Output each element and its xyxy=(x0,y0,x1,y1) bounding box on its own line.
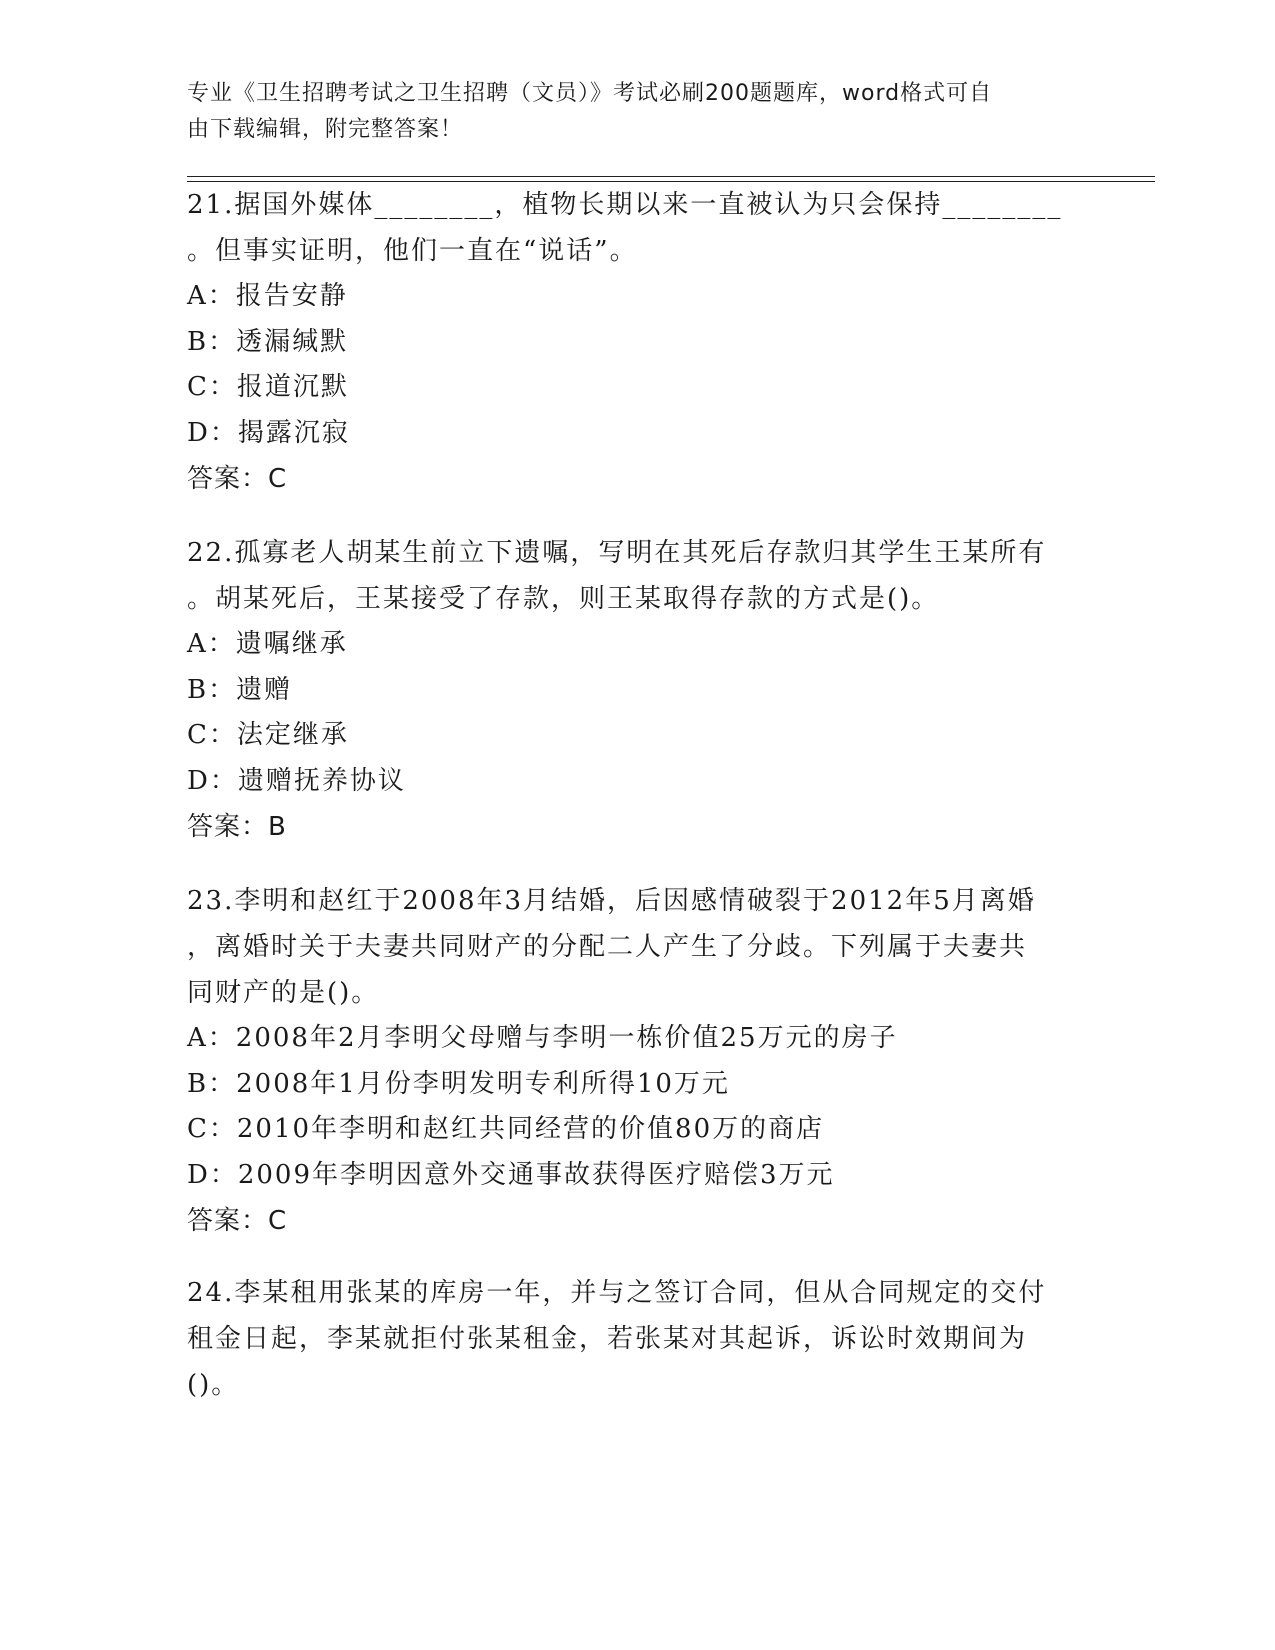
option-b: B：透漏缄默 xyxy=(187,326,349,357)
question-line: 租金日起，李某就拒付张某租金，若张某对其起诉，诉讼时效期间为 xyxy=(187,1324,1028,1354)
answer-label: 答案：B xyxy=(187,812,287,842)
question-22 xyxy=(187,530,1087,850)
option-d: D：揭露沉寂 xyxy=(187,417,350,448)
option-a: A：2008年2月李明父母赠与李明一栋价值25万元的房子 xyxy=(187,1023,898,1053)
question-23 xyxy=(187,878,1087,1244)
option-c: C：报道沉默 xyxy=(187,372,349,402)
answer-label: 答案：C xyxy=(187,464,288,494)
question-21 xyxy=(187,182,1087,502)
question-line: 。胡某死后，王某接受了存款，则王某取得存款的方式是()。 xyxy=(187,584,940,614)
header-line-2: 由下载编辑，附完整答案！ xyxy=(187,117,464,142)
question-line: ，离婚时关于夫妻共同财产的分配二人产生了分歧。下列属于夫妻共 xyxy=(187,932,1028,962)
answer-label: 答案：C xyxy=(187,1206,288,1236)
question-stem xyxy=(187,1270,1077,1408)
question-stem xyxy=(187,878,1077,1016)
option-b: B：2008年1月份李明发明专利所得10万元 xyxy=(187,1068,730,1099)
option-a: A：遗嘱继承 xyxy=(187,629,348,659)
question-stem xyxy=(187,182,1077,274)
question-stem xyxy=(187,530,1077,622)
question-line: ()。 xyxy=(187,1370,240,1400)
question-line: 22.孤寡老人胡某生前立下遗嘱，写明在其死后存款归其学生王某所有 xyxy=(187,538,1047,568)
option-d: D：2009年李明因意外交通事故获得医疗赔偿3万元 xyxy=(187,1159,835,1190)
option-d: D：遗赠抚养协议 xyxy=(187,765,406,796)
question-line: 21.据国外媒体________，植物长期以来一直被认为只会保持________ xyxy=(187,190,1063,220)
question-line: 24.李某租用张某的库房一年，并与之签订合同，但从合同规定的交付 xyxy=(187,1278,1047,1308)
question-line: 23.李明和赵红于2008年3月结婚，后因感情破裂于2012年5月离婚 xyxy=(187,886,1036,916)
header-line-1: 专业《卫生招聘考试之卫生招聘（文员）》考试必刷200题题库，word格式可自 xyxy=(187,81,993,106)
option-c: C：2010年李明和赵红共同经营的价值80万的商店 xyxy=(187,1114,825,1144)
document-header xyxy=(187,76,1067,148)
option-c: C：法定继承 xyxy=(187,720,349,750)
question-line: 同财产的是()。 xyxy=(187,978,380,1008)
question-line: 。但事实证明，他们一直在“说话”。 xyxy=(187,236,638,266)
option-a: A：报告安静 xyxy=(187,281,348,311)
option-b: B：遗赠 xyxy=(187,674,293,705)
question-24 xyxy=(187,1270,1087,1408)
